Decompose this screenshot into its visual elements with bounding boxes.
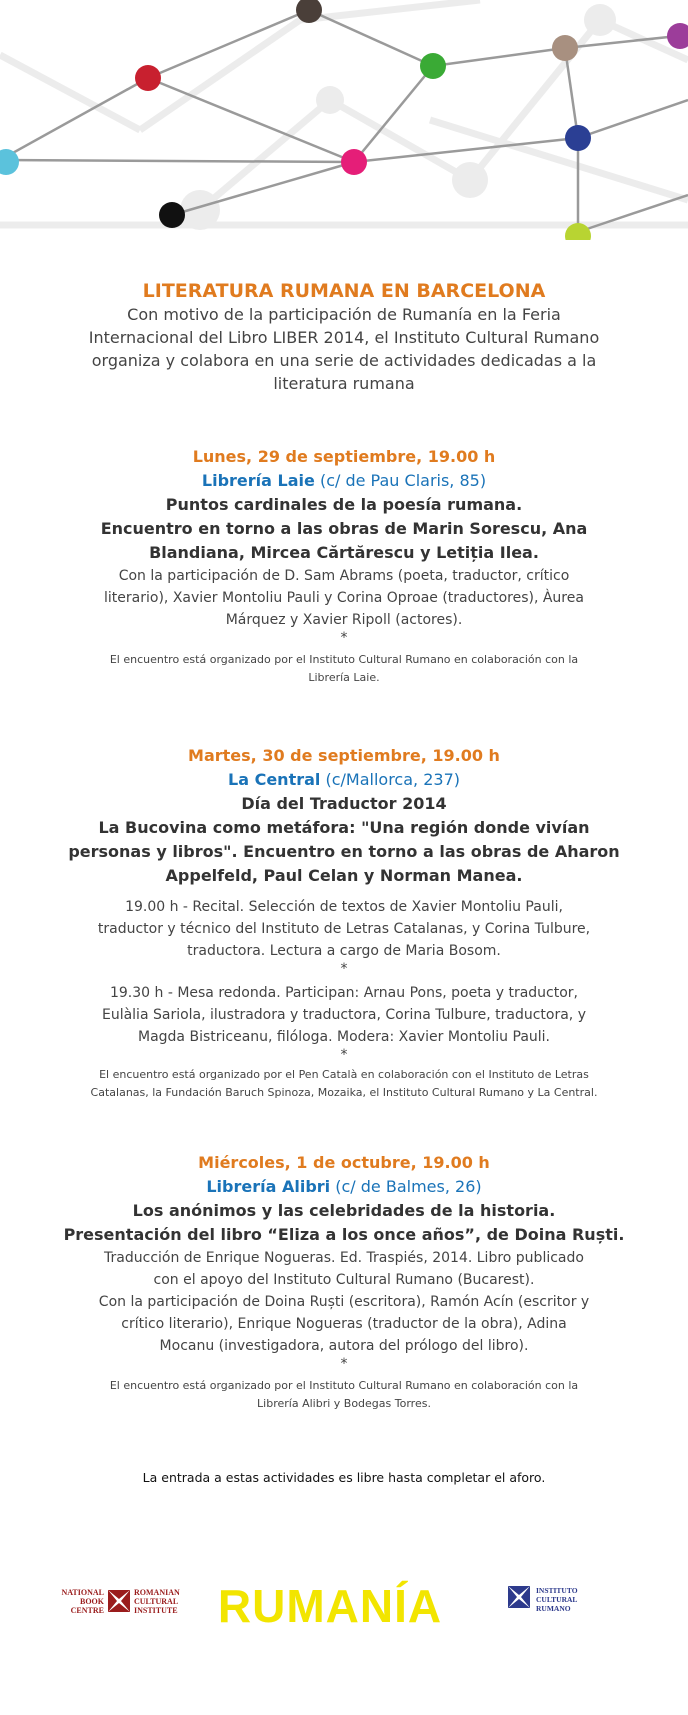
intro-line: Internacional del Libro LIBER 2014, el Instituto Cultural Rumano: [88, 328, 600, 347]
note-line: Librería Laie.: [308, 671, 380, 684]
event-text-line: traductora. Lectura a cargo de Maria Bosom.: [187, 943, 501, 959]
event-venue: [0, 1175, 688, 1199]
event-text-line: Eulàlia Sariola, ilustradora y traductora, Corina Tulbure, traductora, y: [101, 1007, 586, 1023]
intro-line: literatura rumana: [273, 374, 415, 393]
organizer-note: [74, 1377, 614, 1413]
event-wednesday: [0, 1151, 688, 1413]
event-date: Lunes, 29 de septiembre, 19.00 h: [192, 447, 496, 466]
event-text-line: Magda Bistriceanu, filóloga. Modera: Xavier Montoliu Pauli.: [138, 1029, 550, 1045]
event-date: Martes, 30 de septiembre, 19.00 h: [188, 746, 500, 765]
event-title-line: Encuentro en torno a las obras de Marin Sorescu, Ana: [100, 519, 588, 538]
note-line: El encuentro está organizado por el Instituto Cultural Rumano en colaboración con la: [109, 653, 579, 666]
rumania-wordmark: RUMANÍA: [217, 1580, 443, 1628]
note-line: El encuentro está organizado por el Instituto Cultural Rumano en colaboración con la: [109, 1379, 579, 1392]
event-description: [64, 565, 624, 631]
venue-address: (c/ de Balmes, 26): [335, 1177, 482, 1196]
network-graphic: [0, 0, 688, 240]
venue-address: (c/Mallorca, 237): [325, 770, 460, 789]
venue-address: (c/ de Pau Claris, 85): [319, 471, 487, 490]
free-entry-note: La entrada a estas actividades es libre hasta completar el aforo.: [142, 1470, 546, 1485]
event-text-line: traductor y técnico del Instituto de Letras Catalanas, y Corina Tulbure,: [97, 921, 591, 937]
event-title: [64, 816, 624, 888]
event-text-line: Con la participación de Doina Ruști (escritora), Ramón Acín (escritor y: [98, 1294, 590, 1310]
event-text-line: literario), Xavier Montoliu Pauli y Corina Oproae (traductores), Àurea: [104, 590, 584, 606]
event-title: [64, 493, 624, 565]
intro-line: organiza y colabora en una serie de actividades dedicadas a la: [91, 351, 597, 370]
event-title-line: Appelfeld, Paul Celan y Norman Manea.: [165, 866, 523, 885]
note-line: Librería Alibri y Bodegas Torres.: [257, 1397, 431, 1410]
event-date: Miércoles, 1 de octubre, 19.00 h: [198, 1153, 490, 1172]
event-text-line: 19.00 h - Recital. Selección de textos de Xavier Montoliu Pauli,: [125, 899, 563, 915]
event-title-line: Presentación del libro “Eliza a los once años”, de Doina Ruști.: [63, 1225, 625, 1244]
separator-star: *: [340, 1356, 348, 1372]
logo-text: CENTRE: [70, 1606, 104, 1615]
logo-text: RUMANO: [536, 1604, 571, 1613]
organizer-note: [74, 651, 614, 687]
logo-text: CULTURAL: [134, 1597, 179, 1606]
separator-star: *: [340, 961, 348, 977]
logo-text: INSTITUTE: [134, 1606, 178, 1615]
national-book-centre-logo: [56, 1588, 186, 1618]
event-description: [64, 1247, 624, 1357]
venue-name: Librería Alibri: [206, 1177, 331, 1196]
event-text-line: Con la participación de D. Sam Abrams (poeta, traductor, crítico: [118, 568, 570, 584]
event-text-line: con el apoyo del Instituto Cultural Rumano (Bucarest).: [153, 1272, 535, 1288]
event-text-line: 19.30 h - Mesa redonda. Participan: Arnau Pons, poeta y traductor,: [109, 985, 579, 1001]
logo-text: INSTITUTO: [536, 1586, 578, 1595]
organizer-note: [44, 1066, 644, 1102]
intro-text: [64, 303, 624, 395]
rumania-logo: [210, 1578, 450, 1628]
event-monday: [0, 445, 688, 687]
event-title-line: Blandiana, Mircea Cărtărescu y Letiția Ilea.: [149, 543, 539, 562]
instituto-cultural-rumano-logo: [508, 1586, 578, 1613]
event-venue: [0, 768, 688, 792]
event-text-line: Márquez y Xavier Ripoll (actores).: [225, 612, 463, 628]
note-line: Catalanas, la Fundación Baruch Spinoza, Mozaika, el Instituto Cultural Rumano y La Central.: [90, 1086, 598, 1099]
event-text-line: Mocanu (investigadora, autora del prólogo del libro).: [159, 1338, 529, 1354]
logo-bar: [0, 1572, 688, 1632]
logo-text: ROMANIAN: [134, 1588, 180, 1597]
venue-name: La Central: [228, 770, 321, 789]
event-tuesday: [0, 744, 688, 1102]
intro-section: [0, 279, 688, 395]
cross-emblem-icon: [108, 1590, 130, 1612]
logo-text: BOOK: [79, 1597, 104, 1606]
separator-star: *: [340, 1047, 348, 1063]
event-text-line: Traducción de Enrique Nogueras. Ed. Traspiés, 2014. Libro publicado: [104, 1250, 584, 1266]
page-title: LITERATURA RUMANA EN BARCELONA: [142, 280, 546, 302]
separator-star: *: [340, 630, 348, 646]
venue-name: Librería Laie: [201, 471, 315, 490]
cross-emblem-icon: [508, 1586, 530, 1608]
intro-line: Con motivo de la participación de Rumanía en la Feria: [127, 305, 561, 324]
event-title-line: Los anónimos y las celebridades de la historia.: [132, 1201, 556, 1220]
event-venue: [0, 469, 688, 493]
note-line: El encuentro está organizado por el Pen Català en colaboración con el Instituto de Letras: [99, 1068, 589, 1081]
event-title-line: La Bucovina como metáfora: "Una región donde vivían: [98, 818, 590, 837]
logo-text: CULTURAL: [536, 1595, 578, 1604]
event-title-line: personas y libros". Encuentro en torno a las obras de Aharon: [68, 842, 620, 861]
event-title: [34, 1199, 654, 1247]
event-recital: [64, 896, 624, 962]
event-text-line: crítico literario), Enrique Nogueras (traductor de la obra), Adina: [121, 1316, 567, 1332]
event-subtitle: Día del Traductor 2014: [241, 794, 447, 813]
logo-text: NATIONAL: [61, 1588, 104, 1597]
event-roundtable: [64, 982, 624, 1048]
event-title-line: Puntos cardinales de la poesía rumana.: [165, 495, 523, 514]
